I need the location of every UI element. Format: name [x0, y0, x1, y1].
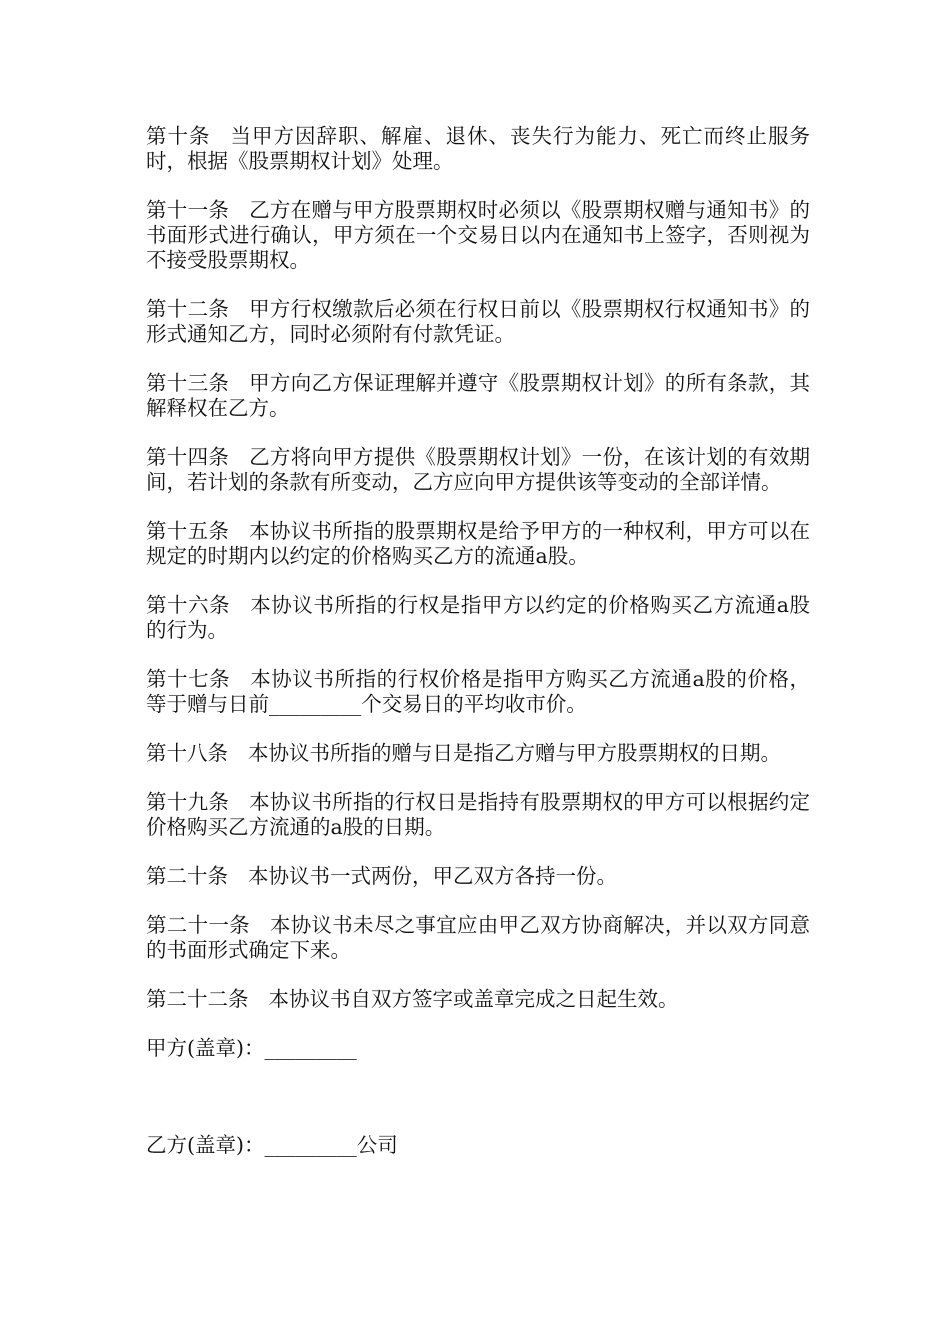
clause-number: 第二十二条 — [146, 987, 249, 1011]
clause-20 — [146, 864, 810, 889]
clause-text: 本协议书自双方签字或盖章完成之日起生效。 — [268, 987, 679, 1011]
clause-11 — [146, 198, 810, 273]
clause-number: 第十条 — [146, 124, 211, 148]
clause-text: 本协议书所指的赠与日是指乙方赠与甲方股票期权的日期。 — [248, 741, 781, 765]
clause-text: 本协议书所指的股票期权是给予甲方的一种权利，甲方可以在规定的时期内以约定的价格购买乙方的流通a股。 — [146, 519, 811, 568]
clause-text: 本协议书一式两份，甲乙双方各持一份。 — [248, 864, 617, 888]
clause-text: 当甲方因辞职、解雇、退休、丧失行为能力、死亡而终止服务时，根据《股票期权计划》处理。 — [146, 124, 810, 173]
clause-text: 本协议书所指的行权日是指持有股票期权的甲方可以根据约定价格购买乙方流通的a股的日期。 — [146, 790, 811, 839]
party-a-signature-line: 甲方(盖章)：_________ — [146, 1036, 357, 1060]
clause-number: 第十五条 — [146, 519, 230, 543]
clause-13 — [146, 371, 810, 421]
clause-number: 第二十条 — [146, 864, 228, 888]
clause-number: 第十七条 — [146, 667, 231, 691]
clause-16 — [146, 593, 810, 643]
contract-document — [146, 124, 810, 1158]
clause-17 — [146, 667, 810, 717]
clause-number: 第十四条 — [146, 445, 230, 469]
clause-10 — [146, 124, 810, 174]
clause-number: 第二十一条 — [146, 913, 250, 937]
clause-number: 第十六条 — [146, 593, 231, 617]
clause-text: 甲方向乙方保证理解并遵守《股票期权计划》的所有条款，其解释权在乙方。 — [146, 371, 811, 420]
clause-22 — [146, 987, 810, 1012]
clause-15 — [146, 519, 810, 569]
clause-text: 甲方行权缴款后必须在行权日前以《股票期权行权通知书》的形式通知乙方，同时必须附有付款凭证。 — [146, 297, 811, 346]
clause-21 — [146, 913, 810, 963]
clause-text: 本协议书所指的行权是指甲方以约定的价格购买乙方流通a股的行为。 — [146, 593, 811, 642]
clause-number: 第十一条 — [146, 198, 230, 222]
clause-text: 乙方在赠与甲方股票期权时必须以《股票期权赠与通知书》的书面形式进行确认，甲方须在一个交易日以内在通知书上签字，否则视为不接受股票期权。 — [146, 198, 811, 272]
clause-number: 第十九条 — [146, 790, 230, 814]
clause-text: 本协议书未尽之事宜应由甲乙双方协商解决，并以双方同意的书面形式确定下来。 — [146, 913, 811, 962]
clause-number: 第十八条 — [146, 741, 228, 765]
clause-19 — [146, 790, 810, 840]
clause-18 — [146, 741, 810, 766]
clause-number: 第十三条 — [146, 371, 230, 395]
clause-number: 第十二条 — [146, 297, 230, 321]
clause-14 — [146, 445, 810, 495]
party-b-signature-line: 乙方(盖章)：_________公司 — [146, 1133, 398, 1157]
clause-text: 本协议书所指的行权价格是指甲方购买乙方流通a股的价格，等于赠与日前_________个交易日的平均收市价。 — [146, 667, 811, 716]
clause-12 — [146, 297, 810, 347]
clause-text: 乙方将向甲方提供《股票期权计划》一份，在该计划的有效期间，若计划的条款有所变动，乙方应向甲方提供该等变动的全部详情。 — [146, 445, 811, 494]
